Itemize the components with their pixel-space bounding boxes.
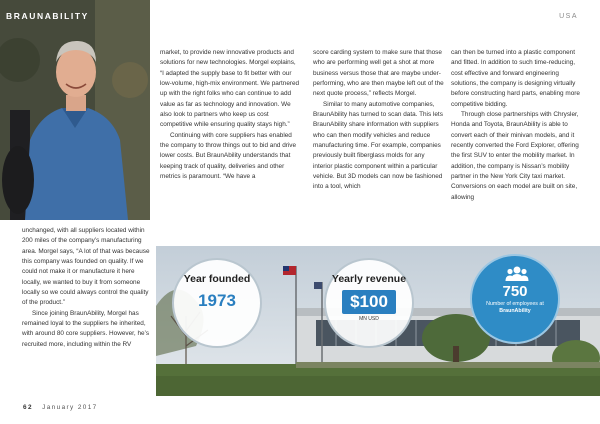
footer-right [472,404,580,411]
paragraph: can then be turned into a plastic component and fitted. In addition to such time-reducing, cost effective and forward engineering solutions, the company is designing virtually before constructing hard parts, enabling more competitive bidding. [451,49,580,108]
yearly-revenue-label: Yearly revenue [331,273,407,285]
yearly-revenue-badge [324,258,414,348]
paragraph: Continuing with core suppliers has enabled the company to throw things out to bid and drive lower costs. But BraunAbility understands that keeping track of quality, deliveries and other metrics is paramount. “We have a [160,131,297,181]
year-founded-value: 1973 [198,290,236,310]
employees-value: 750 [502,283,528,300]
year-founded-badge [172,258,262,348]
article-column-2 [313,48,445,193]
employees-label [472,301,558,314]
paragraph: market, to provide new innovative products and solutions for new technologies. Morgel explains, “I adapted the supply base to fit better with our low-volume, high-mix environment. We partnered up with the right folks who can continue to add value as far as technology and innovation. We also look to partners who keep us cost competitive while ensuring quality stays high.” [160,49,300,129]
page-number-left: 62 [23,404,33,411]
article-column-left [22,226,150,350]
employees-badge [470,254,560,344]
paragraph: Through close partnerships with Chrysler, Honda and Toyota, BraunAbility is able to convert each of their minivan models, and it recently converted the Ford Explorer, offering the first SUV to enter the mobility market. In addition, the company is Nissan’s mobility partner in the New York City taxi market. Conversions on each model are built on site, allowing [451,111,579,201]
brand-title: BRAUNABILITY [6,11,89,21]
yearly-revenue-value: $100 [342,290,396,314]
section-country-label: USA [559,13,578,20]
paragraph: Since joining BraunAbility, Morgel has remained loyal to the suppliers he inherited, with around 80 core suppliers. However, he’s recruited more, including within the RV [22,309,150,348]
portrait-photo [0,0,150,220]
paragraph: Similar to many automotive companies, BraunAbility has turned to scan data. This lets BraunAbility share information with suppliers who can then modify vehicles and reduce manufacturing time. For example, companies previously built fiberglass molds for any interior plastic component within a particular vehicle. But 3D models can now be fashioned into a tool, which [313,100,443,191]
employees-label-prefix: Number of employees at [486,301,544,307]
article-column-1 [160,48,300,182]
year-founded-label: Year founded [183,273,251,285]
website-url: www.braunability.com [471,404,561,411]
footer-left [23,404,98,411]
article-column-3 [451,48,584,203]
people-icon [472,265,562,283]
page-number-right: 63 [570,404,580,411]
issue-date: January 2017 [42,404,98,411]
employees-label-brand: BraunAbility [499,307,531,314]
paragraph: unchanged, with all suppliers located within 200 miles of the company’s manufacturing area. Morgel says, “A lot of that was because this company was founded on quality. If we could not make it or manufacture it here locally, we wanted to buy it from someone locally so we could always control the quality of the product.” [22,227,150,307]
portrait-illustration [0,0,150,220]
paragraph: score carding system to make sure that those who are performing well get a shot at more business versus those that are maybe under-performing, who are then maybe left out of the next quote process,” reflects Morgel. [313,49,444,98]
yearly-revenue-unit: MN USD [359,315,379,322]
